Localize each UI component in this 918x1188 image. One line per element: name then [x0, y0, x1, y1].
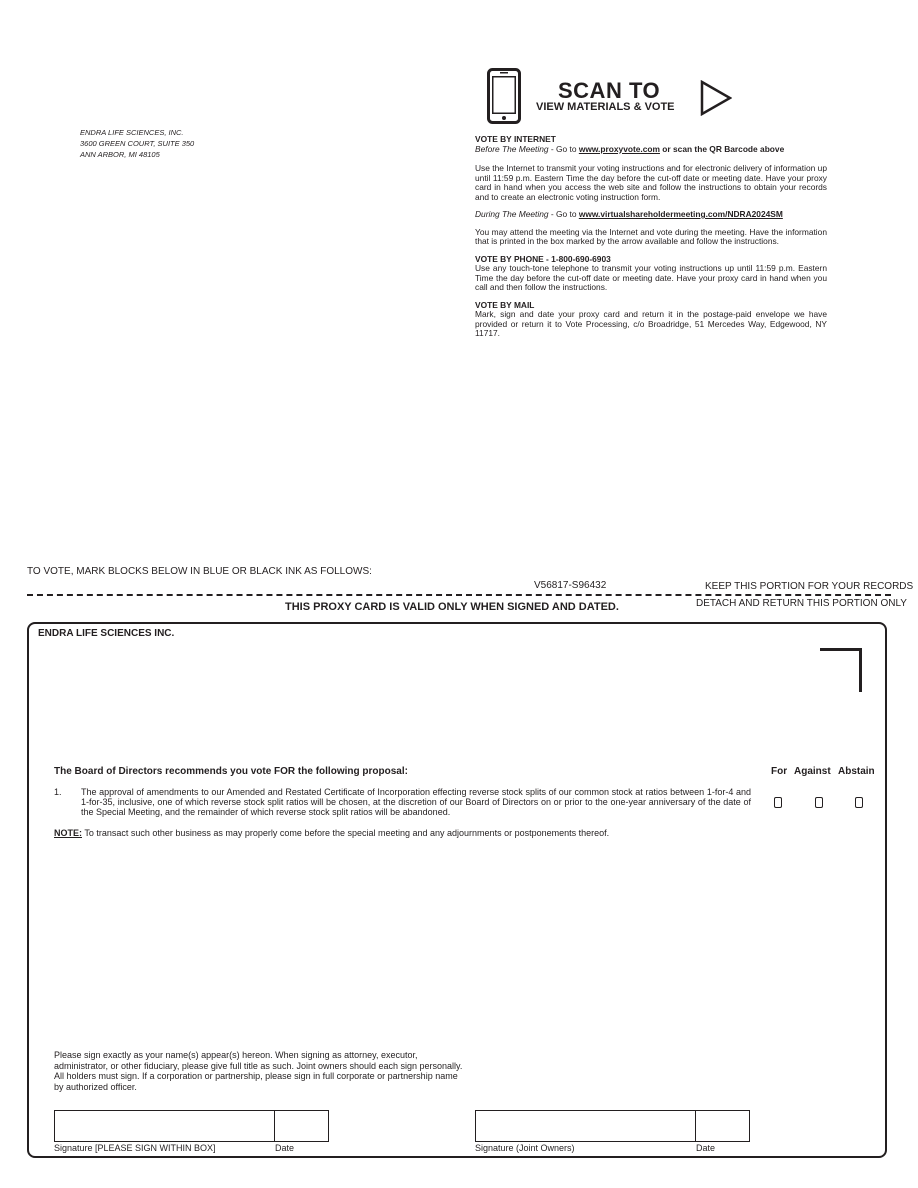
corner-mark [820, 648, 862, 692]
play-arrow-icon [700, 80, 732, 116]
joint-signature-label: Signature (Joint Owners) [475, 1143, 575, 1153]
proposal-text: The approval of amendments to our Amended and Restated Certificate of Incorporation effecting reverse stock splits of our common stock at ratios between 1-for-4 and 1-for-35, inclusive, one of which reverse stock split ratios will be chosen, at the discretion of our Board of Directors on or prior to the one-year anniversary of the date of the Special Meeting, and the remainder of which reverse stock split ratios will be abandoned. [81, 787, 751, 817]
date-label: Date [275, 1143, 295, 1153]
vote-internet-body: Use the Internet to transmit your voting instructions and for electronic delivery of information up until 11:59 p.m. Eastern Time the day before the cut-off date or meeting date. Have your proxy card in hand when you access the web site and follow the instructions to obtain your records and to create an electronic voting instruction form. [475, 163, 827, 202]
column-abstain: Abstain [838, 766, 875, 777]
date-box[interactable] [275, 1110, 329, 1142]
address-line-1: ENDRA LIFE SCIENCES, INC. [80, 128, 184, 137]
joint-date-label: Date [696, 1143, 716, 1153]
sign-instructions: Please sign exactly as your name(s) appear(s) hereon. When signing as attorney, executor, administrator, or other fiduciary, please give full title as such. Joint owners should each sign personally. All holders must sign. If a corporation or partnership, please sign in full corporate or partnership name by authorized officer. [54, 1050, 463, 1092]
signature-label: Signature [PLEASE SIGN WITHIN BOX] [54, 1143, 216, 1153]
column-against: Against [794, 766, 831, 777]
vote-internet-heading: VOTE BY INTERNET [475, 134, 556, 144]
company-name: ENDRA LIFE SCIENCES INC. [38, 628, 175, 639]
scan-subtitle: VIEW MATERIALS & VOTE [536, 101, 675, 113]
detach-portion-text: DETACH AND RETURN THIS PORTION ONLY [696, 598, 907, 609]
virtual-meeting-link[interactable]: www.virtualshareholdermeeting.com/NDRA2024SM [578, 209, 783, 219]
proxyvote-link[interactable]: www.proxyvote.com [578, 143, 660, 154]
valid-notice: THIS PROXY CARD IS VALID ONLY WHEN SIGNED AND DATED. [285, 601, 619, 613]
before-meeting-line: Before The Meeting - Go to www.proxyvote.com or scan the QR Barcode above [475, 143, 785, 154]
vote-abstain-checkbox[interactable] [855, 797, 863, 808]
ink-instructions: TO VOTE, MARK BLOCKS BELOW IN BLUE OR BLACK INK AS FOLLOWS: [27, 566, 372, 577]
vote-for-checkbox[interactable] [774, 797, 782, 808]
vote-phone-body: Use any touch-tone telephone to transmit your voting instructions up until 11:59 p.m. Eastern Time the day before the cut-off date or meeting date. Have your proxy card in hand when you call and then follow the instructions. [475, 263, 827, 292]
during-meeting-line: During The Meeting - Go to www.virtualshareholdermeeting.com/NDRA2024SM [475, 209, 783, 219]
joint-date-box[interactable] [696, 1110, 750, 1142]
column-for: For [771, 766, 788, 777]
return-address [80, 127, 194, 160]
smartphone-icon [487, 68, 521, 124]
during-meeting-body: You may attend the meeting via the Internet and vote during the meeting. Have the information that is printed in the box marked by the arrow available and follow the instructions. [475, 226, 827, 246]
detach-line [27, 594, 891, 596]
joint-signature-box[interactable] [475, 1110, 696, 1142]
signature-box[interactable] [54, 1110, 275, 1142]
vote-against-checkbox[interactable] [815, 797, 823, 808]
vote-phone-heading: VOTE BY PHONE - 1-800-690-6903 [475, 253, 611, 264]
vote-mail-heading: VOTE BY MAIL [475, 299, 535, 310]
keep-portion-text: KEEP THIS PORTION FOR YOUR RECORDS [705, 581, 914, 592]
voting-instructions [475, 135, 827, 347]
address-line-2: 3600 GREEN COURT, SUITE 350 [80, 139, 195, 148]
scan-title: SCAN TO [558, 78, 661, 103]
address-line-3: ANN ARBOR, MI 48105 [80, 150, 160, 159]
note: NOTE: To transact such other business as may properly come before the special meeting and any adjournments or postponements thereof. [54, 828, 610, 838]
board-recommendation: The Board of Directors recommends you vote FOR the following proposal: [54, 766, 408, 777]
vote-mail-body: Mark, sign and date your proxy card and return it in the postage-paid envelope we have provided or return it to Vote Processing, c/o Broadridge, 51 Mercedes Way, Edgewood, NY 11717. [475, 309, 827, 338]
proposal-number: 1. [54, 787, 62, 797]
control-code: V56817-S96432 [534, 580, 607, 591]
